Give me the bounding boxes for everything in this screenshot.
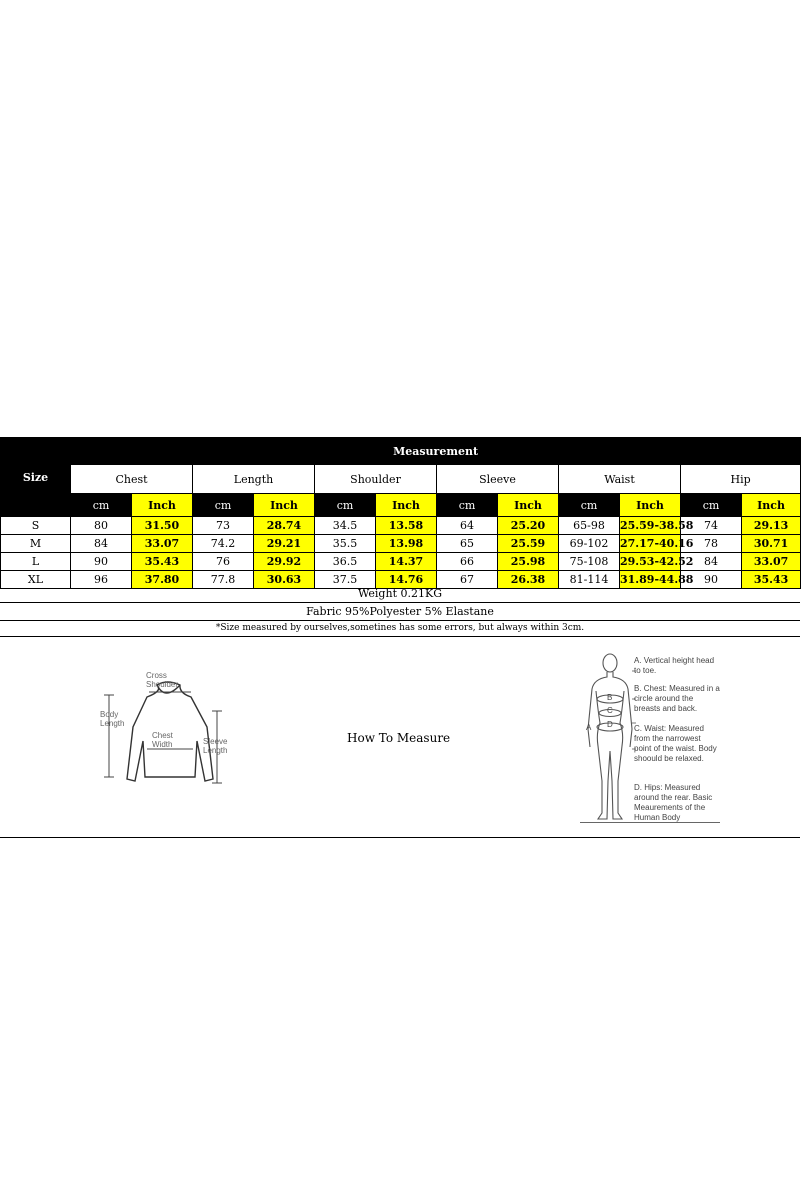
unit-header-inch: Inch	[254, 494, 315, 517]
cm-cell: 76	[193, 553, 254, 571]
note-c: C. Waist: Measured from the narrowest point of the waist. Body shoould be relaxed.	[634, 724, 717, 763]
cm-cell: 77.8	[193, 571, 254, 589]
cm-cell: 80	[71, 517, 132, 535]
cm-cell: 64	[437, 517, 498, 535]
unit-header-inch: Inch	[132, 494, 193, 517]
body-letter-b: B	[607, 693, 613, 702]
group-header-sleeve: Sleeve	[437, 465, 559, 494]
unit-header-cm: cm	[681, 494, 742, 517]
body-figure-underline	[580, 822, 720, 823]
unit-header-cm: cm	[437, 494, 498, 517]
cm-cell: 69-102	[559, 535, 620, 553]
cm-cell: 65	[437, 535, 498, 553]
unit-header-cm: cm	[315, 494, 376, 517]
cm-cell: 65-98	[559, 517, 620, 535]
body-length-label: Body Length	[100, 710, 125, 728]
cm-cell: 78	[681, 535, 742, 553]
inch-cell: 29.13	[742, 517, 801, 535]
body-figure-icon	[580, 651, 640, 829]
inch-cell: 30.63	[254, 571, 315, 589]
inch-cell: 25.98	[498, 553, 559, 571]
cm-cell: 37.5	[315, 571, 376, 589]
inch-cell: 29.92	[254, 553, 315, 571]
size-cell: S	[1, 517, 71, 535]
size-chart	[0, 437, 800, 589]
unit-header-inch: Inch	[620, 494, 681, 517]
inch-cell: 28.74	[254, 517, 315, 535]
size-header: Size	[1, 438, 71, 517]
cm-cell: 73	[193, 517, 254, 535]
note-b: B. Chest: Measured in a circle around the breasts and back.	[634, 684, 720, 713]
cm-cell: 35.5	[315, 535, 376, 553]
inch-cell: 31.50	[132, 517, 193, 535]
inch-cell: 13.58	[376, 517, 437, 535]
inch-cell: 27.17-40.16	[620, 535, 681, 553]
unit-header-inch: Inch	[742, 494, 801, 517]
inch-cell: 35.43	[742, 571, 801, 589]
cross-shoulder-label: Cross Shoulder	[146, 671, 179, 689]
inch-cell: 26.38	[498, 571, 559, 589]
cm-cell: 74.2	[193, 535, 254, 553]
cm-cell: 75-108	[559, 553, 620, 571]
inch-cell: 33.07	[742, 553, 801, 571]
body-letter-a: A	[586, 723, 592, 732]
group-header-length: Length	[193, 465, 315, 494]
unit-header-inch: Inch	[376, 494, 437, 517]
cm-cell: 90	[71, 553, 132, 571]
table-row	[1, 553, 801, 571]
group-header-waist: Waist	[559, 465, 681, 494]
cm-cell: 81-114	[559, 571, 620, 589]
fabric-line: Fabric 95%Polyester 5% Elastane	[0, 603, 800, 621]
unit-header-cm: cm	[193, 494, 254, 517]
how-to-measure-title: How To Measure	[347, 731, 451, 745]
cm-cell: 36.5	[315, 553, 376, 571]
inch-cell: 30.71	[742, 535, 801, 553]
cm-cell: 34.5	[315, 517, 376, 535]
sleeve-length-label: Sleeve Length	[203, 737, 228, 755]
cm-cell: 84	[681, 553, 742, 571]
cm-cell: 96	[71, 571, 132, 589]
how-to-measure-section	[0, 637, 800, 838]
group-header-chest: Chest	[71, 465, 193, 494]
size-note: *Size measured by ourselves,sometines has some errors, but always within 3cm.	[0, 621, 800, 637]
size-cell: XL	[1, 571, 71, 589]
cm-cell: 74	[681, 517, 742, 535]
group-header-hip: Hip	[681, 465, 801, 494]
inch-cell: 14.76	[376, 571, 437, 589]
cm-cell: 66	[437, 553, 498, 571]
inch-cell: 31.89-44.88	[620, 571, 681, 589]
size-table	[0, 437, 801, 589]
cm-cell: 67	[437, 571, 498, 589]
inch-cell: 13.98	[376, 535, 437, 553]
inch-cell: 29.21	[254, 535, 315, 553]
inch-cell: 29.53-42.52	[620, 553, 681, 571]
unit-header-cm: cm	[559, 494, 620, 517]
size-cell: L	[1, 553, 71, 571]
measurement-header: Measurement	[71, 438, 801, 465]
table-row	[1, 535, 801, 553]
table-row	[1, 517, 801, 535]
inch-cell: 33.07	[132, 535, 193, 553]
cm-cell: 90	[681, 571, 742, 589]
note-a: A. Vertical height head to toe.	[634, 656, 715, 675]
unit-header-cm: cm	[71, 494, 132, 517]
inch-cell: 25.59	[498, 535, 559, 553]
chest-width-label: Chest Width	[152, 731, 173, 749]
weight-line: Weight 0.21KG	[0, 586, 800, 603]
group-header-shoulder: Shoulder	[315, 465, 437, 494]
inch-cell: 14.37	[376, 553, 437, 571]
note-d: D. Hips: Measured around the rear. Basic Meaurements of the Human Body	[634, 783, 713, 822]
body-letter-c: C	[607, 706, 613, 715]
inch-cell: 25.20	[498, 517, 559, 535]
cm-cell: 84	[71, 535, 132, 553]
inch-cell: 25.59-38.58	[620, 517, 681, 535]
body-letter-d: D	[607, 720, 613, 729]
inch-cell: 37.80	[132, 571, 193, 589]
size-cell: M	[1, 535, 71, 553]
unit-header-inch: Inch	[498, 494, 559, 517]
inch-cell: 35.43	[132, 553, 193, 571]
